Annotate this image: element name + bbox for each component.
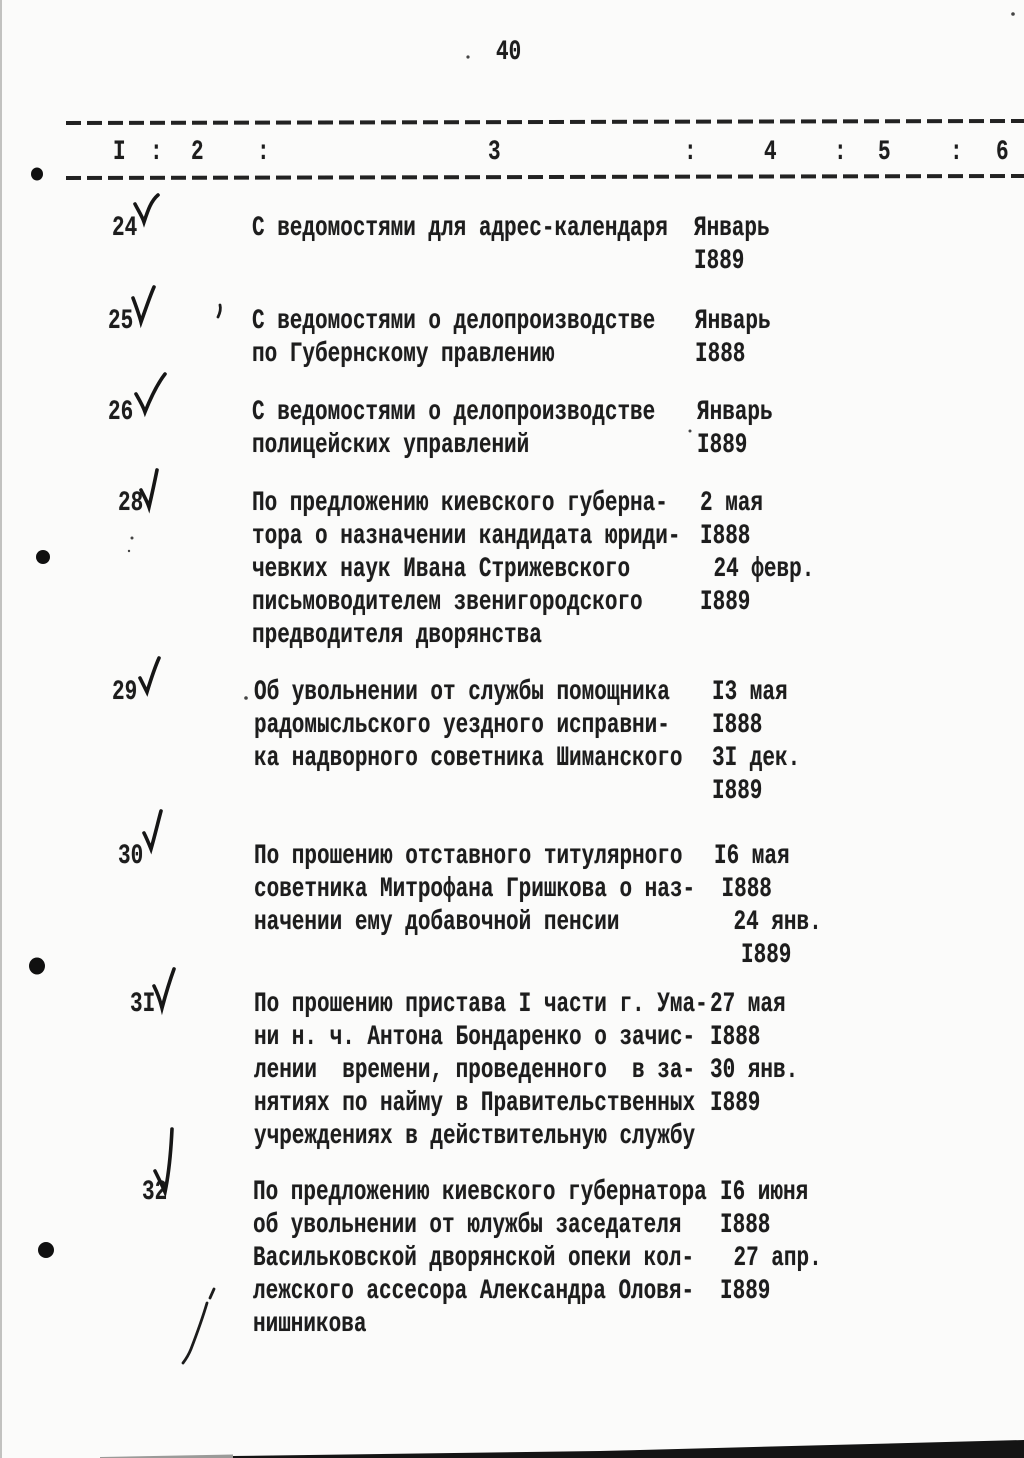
date-line: 27 мая xyxy=(710,989,786,1020)
description-line: По предложению киевского губерна- xyxy=(252,488,668,519)
column-header-4: 4 xyxy=(764,137,777,168)
date-line: 24 февр. xyxy=(713,554,815,585)
date-line: Январь xyxy=(694,213,770,244)
column-header-5: 5 xyxy=(878,137,891,168)
header-dashed-rule-bottom xyxy=(66,174,1024,180)
entry-dates xyxy=(695,305,796,371)
scan-speck xyxy=(1011,12,1015,16)
punch-hole-dot xyxy=(29,958,45,975)
date-line: I889 xyxy=(700,587,751,618)
punch-hole-dot xyxy=(38,1242,54,1258)
scan-speck xyxy=(131,537,134,540)
description-line: По прошению пристава I части г. Ума- xyxy=(254,989,708,1020)
description-line: ка надворного советника Шиманского xyxy=(254,743,683,774)
date-line: 2 мая xyxy=(700,488,764,519)
date-line: I888 xyxy=(720,1210,771,1241)
stray-apostrophe-mark xyxy=(218,305,220,317)
description-line: ни н. ч. Антона Бондаренко о зачис- xyxy=(254,1022,696,1053)
scan-bottom-edge-gray xyxy=(100,1455,233,1458)
description-line: Васильковской дворянской опеки кол- xyxy=(253,1243,695,1274)
entry-number: 28 xyxy=(118,488,144,519)
description-line: чевких наук Ивана Стрижевского xyxy=(252,554,631,585)
scan-bottom-edge-dark xyxy=(233,1440,1024,1458)
date-line: I889 xyxy=(694,246,745,277)
column-header-3: 3 xyxy=(488,137,501,168)
scan-left-edge xyxy=(0,0,2,1458)
date-line: 3I дек. xyxy=(712,743,801,774)
entry-number: 29 xyxy=(112,677,138,708)
entry-number: 24 xyxy=(112,213,138,244)
description-line: по Губернскому правлению xyxy=(252,339,555,370)
date-line: I888 xyxy=(710,1022,761,1053)
column-separator: : xyxy=(257,137,270,168)
description-line: начении ему добавочной пенсии xyxy=(254,907,620,938)
date-line: Январь xyxy=(695,306,771,337)
description-line: По предложению киевского губернатора xyxy=(253,1177,707,1208)
date-line: I6 июня xyxy=(720,1177,809,1208)
date-line: I889 xyxy=(710,1088,761,1119)
entry-dates xyxy=(710,988,828,1120)
entry-number: 25 xyxy=(108,306,134,337)
description-line: Об увольнении от службы помощника xyxy=(254,677,670,708)
date-line: 27 апр. xyxy=(733,1243,822,1274)
date-line: 24 янв. xyxy=(733,907,822,938)
entry-dates xyxy=(700,487,852,619)
header-dashed-rule-top xyxy=(66,119,1024,125)
entry-number: 26 xyxy=(108,397,134,428)
date-line: I889 xyxy=(741,940,792,971)
checkmark-icon xyxy=(135,195,158,222)
date-line: I3 мая xyxy=(712,677,788,708)
column-separator: : xyxy=(684,137,697,168)
date-line: I888 xyxy=(695,339,746,370)
description-line: лежского ассесора Александра Оловя- xyxy=(253,1276,695,1307)
description-line: советника Митрофана Гришкова о наз- xyxy=(254,874,696,905)
date-line: I889 xyxy=(712,776,763,807)
description-line: С ведомостями о делопроизводстве xyxy=(252,306,656,337)
description-line: об увольнении от юлужбы заседателя xyxy=(253,1210,682,1241)
description-line: письмоводителем звенигородского xyxy=(252,587,643,618)
checkmark-icon xyxy=(154,969,174,1008)
entry-number: 30 xyxy=(118,841,144,872)
scan-speck xyxy=(466,55,469,58)
entry-dates xyxy=(697,396,798,462)
description-line: По прошению отставного титулярного xyxy=(254,841,683,872)
description-line: учреждениях в действительную службу xyxy=(254,1121,696,1152)
column-header-6: 6 xyxy=(996,137,1009,168)
checkmark-icon xyxy=(140,658,159,692)
date-line: I888 xyxy=(721,874,772,905)
slash-mark-icon xyxy=(183,1303,207,1363)
column-separator: : xyxy=(150,137,163,168)
checkmark-icon xyxy=(136,374,165,412)
date-line: I889 xyxy=(720,1276,771,1307)
checkmark-icon xyxy=(133,287,154,322)
description-line: нишникова xyxy=(253,1309,367,1340)
date-line: I888 xyxy=(712,710,763,741)
scan-speck xyxy=(128,550,130,552)
date-line: I889 xyxy=(697,430,748,461)
entry-dates xyxy=(712,676,830,808)
entry-number: 32 xyxy=(142,1177,168,1208)
punch-hole-dot xyxy=(31,168,43,181)
date-line: 30 янв. xyxy=(710,1055,799,1086)
page-number: 40 xyxy=(496,37,522,68)
description-line: полицейских управлений xyxy=(252,430,530,461)
description-line: тора о назначении кандидата юриди- xyxy=(252,521,681,552)
description-line: нятиях по найму в Правительственных xyxy=(254,1088,696,1119)
punch-hole-dot xyxy=(36,550,50,564)
date-line: I888 xyxy=(700,521,751,552)
entry-dates xyxy=(694,212,795,278)
entry-dates xyxy=(714,840,858,972)
description-line: С ведомостями о делопроизводстве xyxy=(252,397,656,428)
checkmark-icon xyxy=(144,811,161,849)
entry-dates xyxy=(720,1176,856,1308)
description-line: С ведомостями для адрес-календаря xyxy=(252,213,668,244)
date-line: Январь xyxy=(697,397,773,428)
description-line: предводителя дворянства xyxy=(252,620,542,651)
description-line: радомысльского уездного исправни- xyxy=(254,710,670,741)
date-line: I6 мая xyxy=(714,841,790,872)
column-separator: : xyxy=(834,137,847,168)
entry-number: 3I xyxy=(130,989,156,1020)
column-separator: : xyxy=(950,137,963,168)
scan-speck xyxy=(244,696,248,700)
slash-tick-icon xyxy=(210,1289,214,1298)
column-header-1: I xyxy=(113,137,126,168)
description-line: лении времени, проведенного в за- xyxy=(254,1055,696,1086)
column-header-2: 2 xyxy=(191,137,204,168)
